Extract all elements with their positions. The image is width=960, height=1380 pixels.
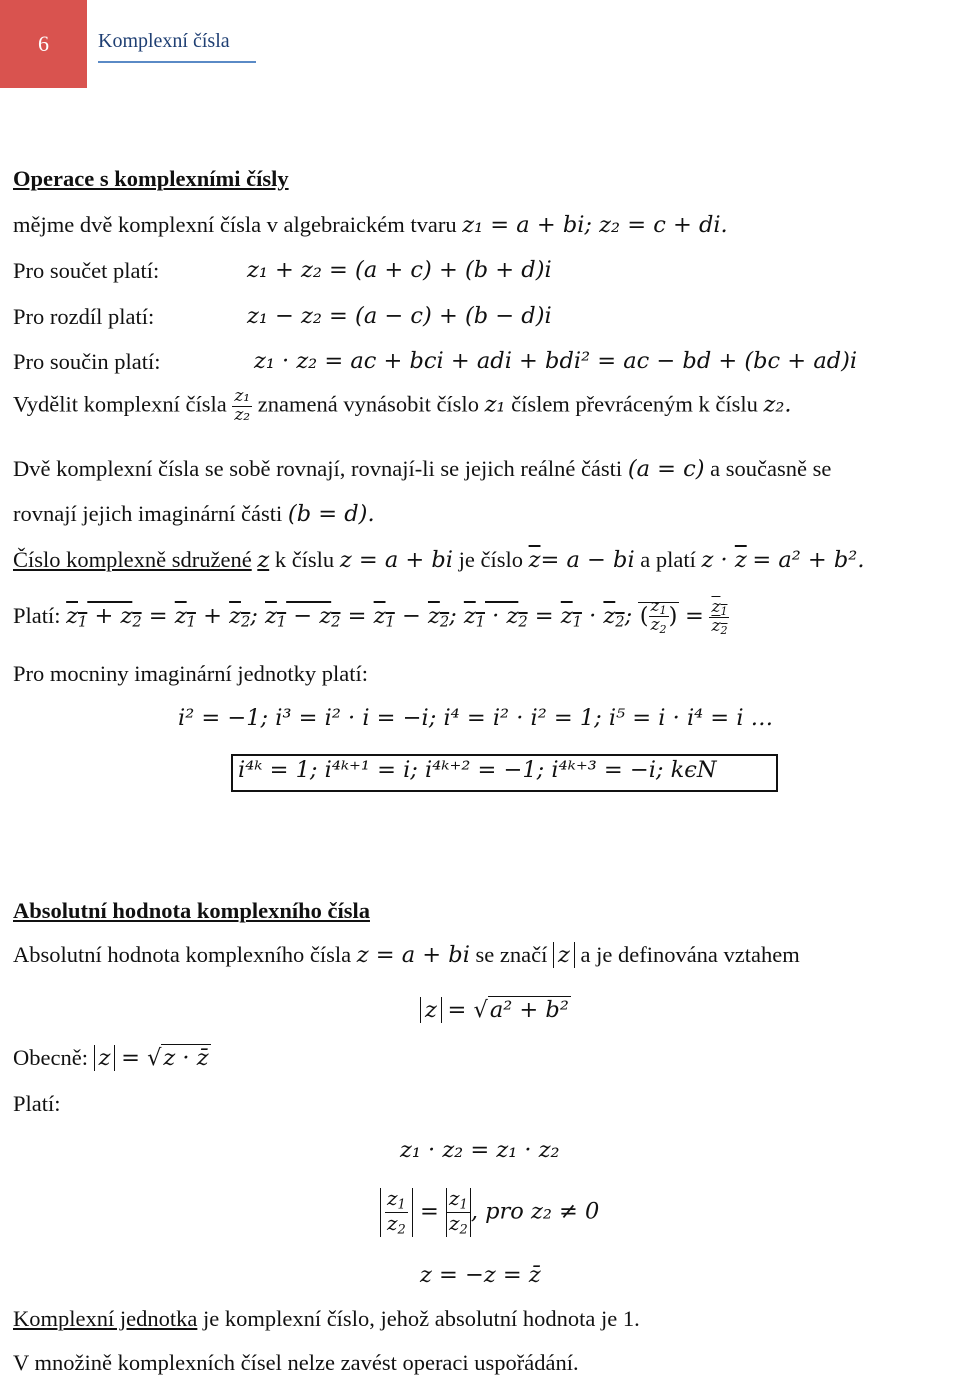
unit-text: je komplexní číslo, jehož absolutní hodnota je 1.: [202, 1306, 640, 1331]
chapter-title: Komplexní čísla: [98, 30, 230, 52]
abs-rule-1: z₁ · z₂ = z₁ · z₂: [400, 1137, 560, 1163]
conj-zbar: z: [257, 547, 270, 573]
conj-rules-line: [13, 598, 729, 637]
div-frac-den: z₂: [234, 404, 251, 425]
div-text-3: číslem převráceným k číslu: [511, 391, 758, 417]
abs-rule-3: z = −z = z̄: [420, 1262, 541, 1288]
unit-line: [13, 1305, 640, 1332]
abs-rule-2-tail: , pro z₂ ≠ 0: [470, 1198, 600, 1225]
section-heading-absolute: Absolutní hodnota komplexního čísla: [13, 898, 370, 923]
abs-intro-text-3: a je definována vztahem: [580, 942, 800, 967]
intro-math: z₁ = a + bi; z₂ = c + di.: [462, 212, 728, 238]
conj-zbar-2: $\overline{z}$: [528, 547, 541, 573]
equal-text-3: rovnají jejich imaginární části: [13, 501, 283, 526]
general-label: Obecně:: [13, 1045, 88, 1070]
conj-math-1: z = a + bi: [339, 547, 453, 573]
general-z: z: [94, 1045, 116, 1071]
div-text-1: Vydělit komplexní čísla: [13, 391, 227, 417]
diff-label: Pro rozdíl platí:: [13, 304, 155, 329]
equality-line-2: [13, 500, 375, 528]
order-line: V množině komplexních čísel nelze zavést operaci uspořádání.: [13, 1350, 579, 1375]
equal-math-2: (b = d).: [287, 501, 375, 527]
conj-text-3: je číslo: [458, 547, 523, 572]
general-line: Obecně: z = √z · z̄: [13, 1045, 209, 1071]
powers-label: Pro mocniny imaginární jednotky platí:: [13, 661, 368, 686]
section-heading-operations: Operace s komplexními čísly: [13, 166, 289, 191]
abs-rule-2: $\frac{z_1}{z_2}$ = $\frac{z_1}{z_2}$ , pro z₂ ≠ 0: [380, 1188, 599, 1237]
unit-term: Komplexní jednotka: [13, 1306, 198, 1331]
powers-math: i² = −1; i³ = i² · i = −i; i⁴ = i² · i² = 1; i⁵ = i · i⁴ = i …: [178, 705, 774, 731]
page-number: 6: [0, 0, 87, 88]
abs-formula: z = √a² + b²: [420, 996, 571, 1024]
conj-zbar-3: $\overline{z}$: [734, 547, 747, 573]
conj-text-2: k číslu: [274, 547, 335, 572]
prod-label: Pro součin platí:: [13, 349, 161, 374]
conj-text-4: a platí: [640, 547, 696, 572]
div-fraction: [232, 388, 252, 425]
intro-line: [13, 211, 728, 239]
abs-intro-text-2: se značí: [475, 942, 548, 967]
div-text-2: znamená vynásobit číslo: [257, 391, 479, 417]
abs-intro-text-1: Absolutní hodnota komplexního čísla: [13, 942, 352, 967]
abs-formula-z: z: [420, 997, 442, 1023]
sum-line: [13, 257, 159, 284]
general-rad: z · z̄: [163, 1045, 209, 1071]
conj-rule-sum: $z_1 + z_2 = z_1 + z_2$; $z_1 - z_2 = z_1 - z_2$; $z_1 \cdot z_2 = z_1 \cdot z_2$;: [66, 602, 633, 631]
conj-rule-div: ( $\frac{z_1}{z_2}$ ): [639, 596, 678, 637]
conjugate-line: [13, 546, 864, 574]
abs-rules-label: Platí:: [13, 1091, 61, 1116]
div-frac-num: z₁: [234, 386, 251, 406]
division-line: [13, 388, 792, 425]
equal-text-1: Dvě komplexní čísla se sobě rovnají, rovnají-li se jejich reálné části: [13, 456, 623, 481]
conj-text-1: Číslo komplexně sdružené: [13, 547, 252, 572]
div-z1: z₁: [484, 391, 506, 418]
abs-intro-math: z = a + bi: [356, 942, 470, 968]
prod-math: z₁ · z₂ = ac + bci + adi + bdi² = ac − bd + (bc + ad)i: [254, 348, 858, 374]
header-underline: [98, 61, 256, 63]
abs-formula-rad: a² + b²: [489, 997, 569, 1023]
sum-label: Pro součet platí:: [13, 258, 160, 283]
powers-boxed: i⁴ᵏ = 1; i⁴ᵏ⁺¹ = i; i⁴ᵏ⁺² = −1; i⁴ᵏ⁺³ = −i; kϵN: [238, 757, 717, 783]
conj-z-times: z ·: [701, 547, 735, 573]
equality-line-1: [13, 455, 831, 483]
conj-rule-div-rhs: $\frac{z_1}{z_2}$: [711, 596, 728, 637]
abs-intro-line: [13, 941, 800, 969]
conj-math-3: = a² + b².: [752, 547, 865, 573]
equal-text-2: a současně se: [710, 456, 832, 481]
sum-math: z₁ + z₂ = (a + c) + (b + d)i: [247, 257, 552, 283]
conj-math-2: = a − bi: [540, 547, 635, 573]
intro-text: mějme dvě komplexní čísla v algebraickém tvaru: [13, 212, 457, 237]
rules-label: Platí:: [13, 602, 61, 628]
equals-sign: =: [684, 602, 704, 629]
abs-intro-abs: z: [553, 942, 575, 968]
div-z2: z₂.: [763, 391, 792, 418]
equal-math-1: (a = c): [627, 456, 705, 482]
diff-math: z₁ − z₂ = (a − c) + (b − d)i: [247, 303, 552, 329]
